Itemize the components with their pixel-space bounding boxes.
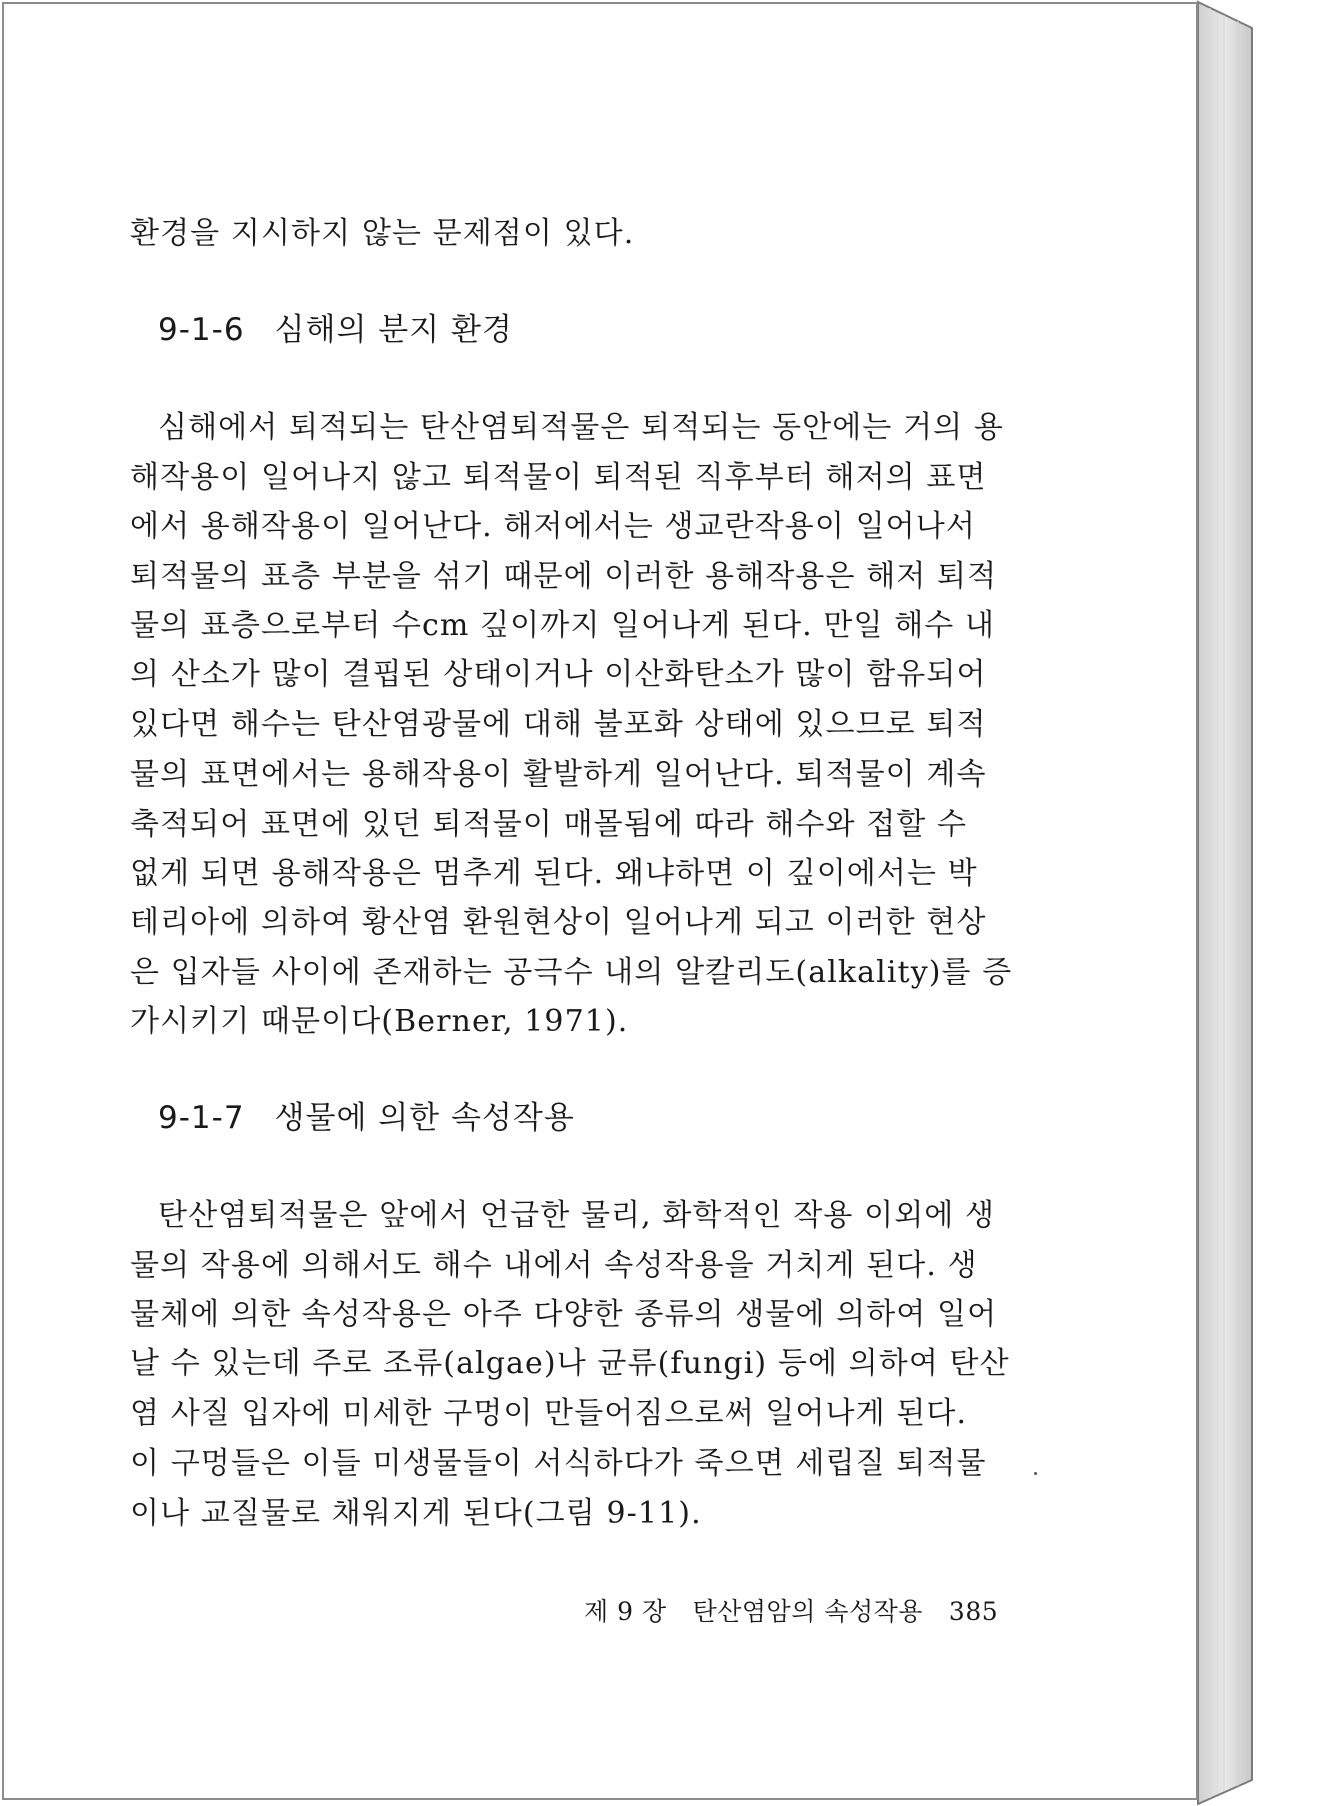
paragraph-line: 테리아에 의하여 황산염 환원현상이 일어나게 되고 이러한 현상 [130, 905, 987, 940]
paragraph-line: 퇴적물의 표층 부분을 섞기 때문에 이러한 용해작용은 해저 퇴적 [130, 559, 998, 594]
section-number: 9-1-6 [158, 312, 245, 348]
paragraph-line: 물의 표면에서는 용해작용이 활발하게 일어난다. 퇴적물이 계속 [130, 757, 987, 792]
intro-line: 환경을 지시하지 않는 문제점이 있다. [130, 216, 635, 251]
paragraph-line: 의 산소가 많이 결핍된 상태이거나 이산화탄소가 많이 함유되어 [130, 657, 987, 692]
paragraph-line: 은 입자들 사이에 존재하는 공극수 내의 알칼리도(alkality)를 증 [130, 955, 1013, 990]
section-title: 심해의 분지 환경 [274, 312, 513, 348]
paragraph-line: 이나 교질물로 채워지게 된다(그림 9-11). [130, 1496, 702, 1531]
paragraph-line: 가시키기 때문이다(Berner, 1971). [130, 1004, 629, 1039]
paragraph-line: 있다면 해수는 탄산염광물에 대해 불포화 상태에 있으므로 퇴적 [130, 707, 987, 742]
paragraph-line: 이 구멍들은 이들 미생물들이 서식하다가 죽으면 세립질 퇴적물 [130, 1446, 987, 1481]
paragraph-line: 염 사질 입자에 미세한 구멍이 만들어짐으로써 일어나게 된다. [130, 1396, 968, 1431]
paragraph-line: 물의 표층으로부터 수cm 깊이까지 일어나게 된다. 만일 해수 내 [130, 608, 996, 643]
paragraph-line: 물의 작용에 의해서도 해수 내에서 속성작용을 거치게 된다. 생 [130, 1248, 978, 1283]
section-title: 생물에 의한 속성작용 [274, 1100, 575, 1136]
section-heading-9-1-6 [158, 310, 513, 350]
paragraph-line: 심해에서 퇴적되는 탄산염퇴적물은 퇴적되는 동안에는 거의 용 [158, 410, 1004, 445]
paragraph-line: 날 수 있는데 주로 조류(algae)나 균류(fungi) 등에 의하여 탄산 [130, 1346, 1010, 1381]
page-sheet [2, 2, 1198, 1800]
page-footer [584, 1594, 998, 1630]
paragraph-line: 해작용이 일어나지 않고 퇴적물이 퇴적된 직후부터 해저의 표면 [130, 460, 987, 495]
scan-speck [1034, 1472, 1037, 1475]
paragraph-line: 축적되어 표면에 있던 퇴적물이 매몰됨에 따라 해수와 접할 수 [130, 807, 968, 842]
paragraph-line: 없게 되면 용해작용은 멈추게 된다. 왜냐하면 이 깊이에서는 박 [130, 856, 978, 891]
page-number: 385 [948, 1597, 999, 1626]
section-heading-9-1-7 [158, 1098, 575, 1138]
paragraph-line: 탄산염퇴적물은 앞에서 언급한 물리, 화학적인 작용 이외에 생 [158, 1198, 996, 1233]
paragraph-line: 에서 용해작용이 일어난다. 해저에서는 생교란작용이 일어나서 [130, 509, 976, 544]
section-number: 9-1-7 [158, 1100, 245, 1136]
footer-chapter: 제 9 장 [584, 1597, 667, 1626]
footer-chapter-title: 탄산염암의 속성작용 [692, 1597, 923, 1626]
paragraph-line: 물체에 의한 속성작용은 아주 다양한 종류의 생물에 의하여 일어 [130, 1297, 998, 1332]
